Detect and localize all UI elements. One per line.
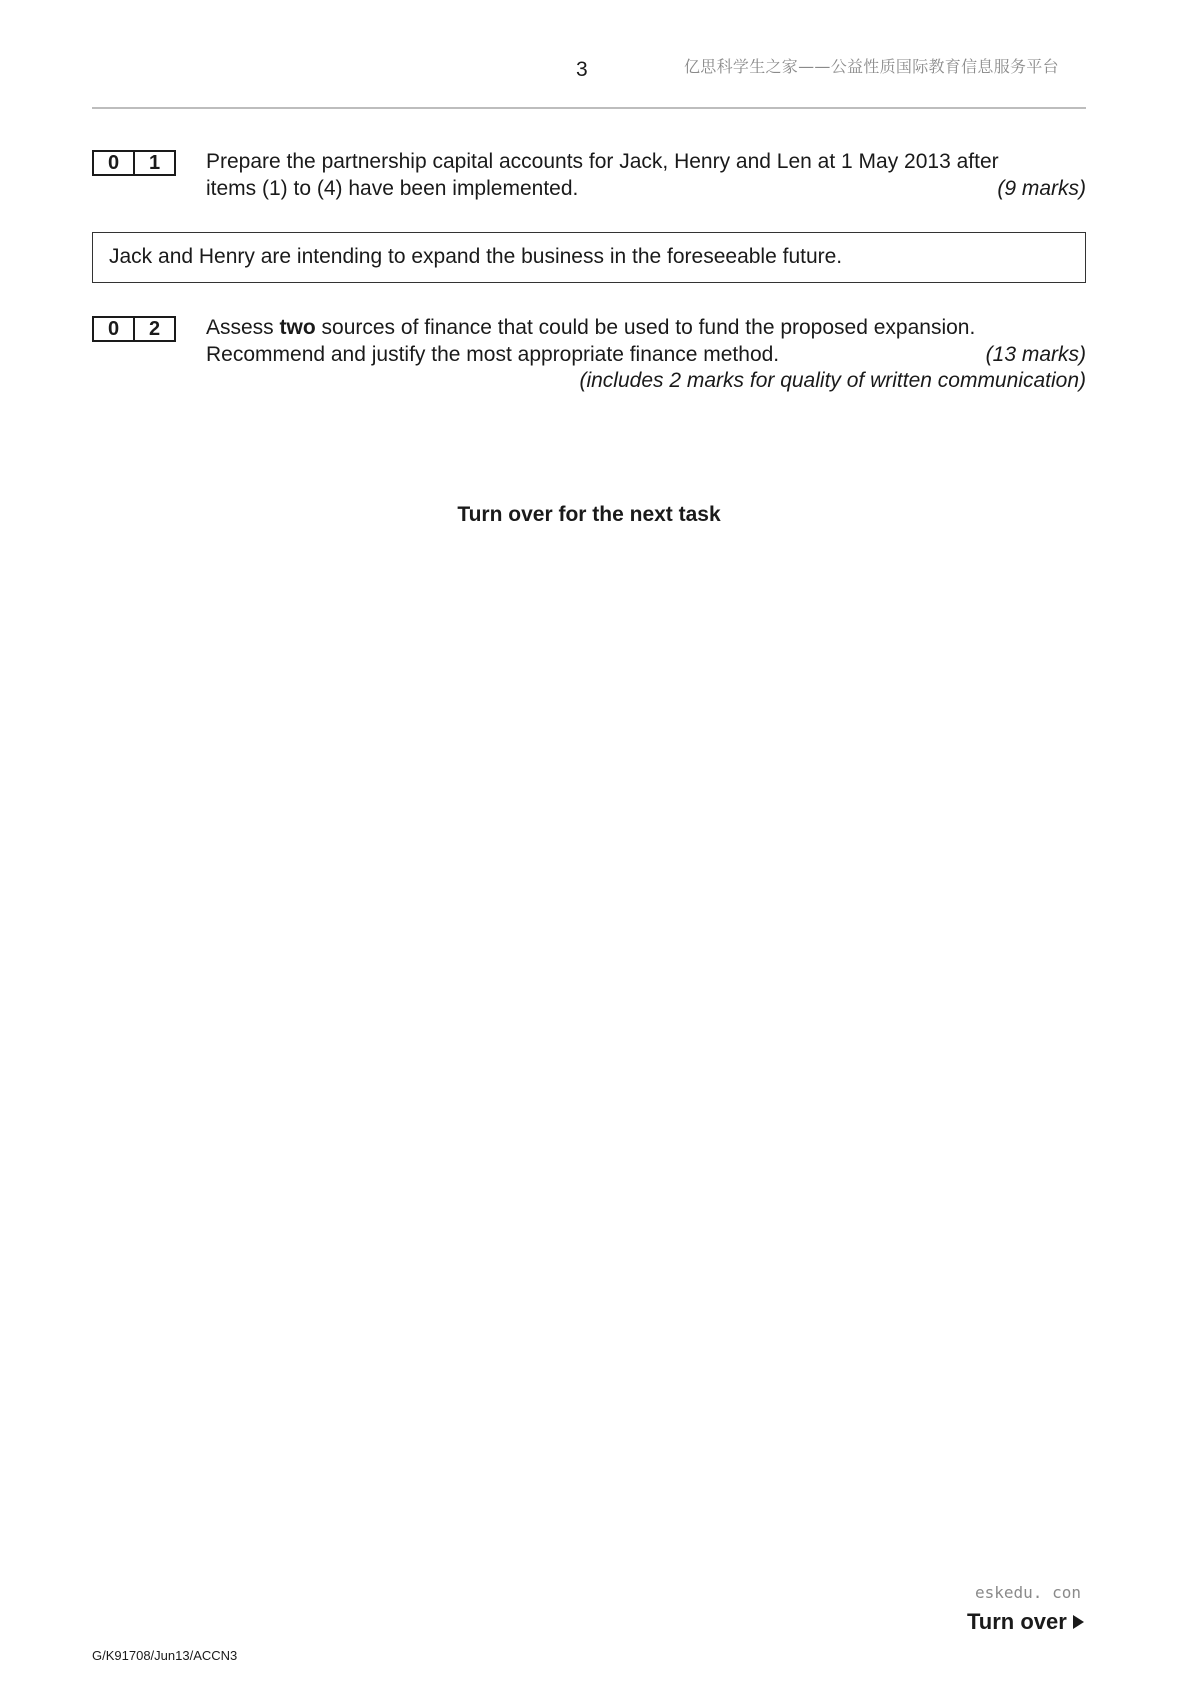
question-number-02 — [92, 316, 176, 342]
context-text: Jack and Henry are intending to expand the business in the foreseeable future. — [109, 245, 843, 268]
paper-code: G/K91708/Jun13/ACCN3 — [92, 1648, 238, 1663]
question-number-01 — [92, 150, 176, 176]
question-02-marks-note: (includes 2 marks for quality of written communication) — [579, 369, 1086, 392]
question-01-text — [206, 149, 1086, 202]
turn-over-next-task: Turn over for the next task — [457, 503, 721, 526]
footer-watermark: eskedu. con — [975, 1583, 1081, 1602]
page-number: 3 — [576, 58, 588, 81]
question-02-marks: (13 marks) — [985, 342, 1086, 366]
header-watermark: 亿思科学生之家——公益性质国际教育信息服务平台 — [684, 57, 1059, 76]
emphasis-two: two — [279, 316, 316, 339]
header-divider — [92, 107, 1086, 109]
question-digit: 0 — [107, 152, 120, 174]
question-02-text — [206, 315, 1086, 395]
question-digit: 1 — [133, 152, 174, 174]
question-01-line1: Prepare the partnership capital accounts for Jack, Henry and Len at 1 May 2013 after — [206, 150, 999, 173]
question-01-marks: (9 marks) — [997, 176, 1086, 200]
turn-over-text: Turn over — [967, 1609, 1067, 1634]
turn-over-label — [967, 1609, 1084, 1635]
context-box — [92, 232, 1086, 283]
question-01-line2: items (1) to (4) have been implemented. — [206, 176, 579, 200]
question-02-line2: Recommend and justify the most appropriate finance method. — [206, 342, 780, 366]
question-digit: 2 — [133, 318, 174, 340]
question-digit: 0 — [107, 318, 120, 340]
play-arrow-icon — [1073, 1615, 1084, 1629]
question-02-line1: Assess two sources of finance that could be used to fund the proposed expansion. — [206, 316, 976, 339]
